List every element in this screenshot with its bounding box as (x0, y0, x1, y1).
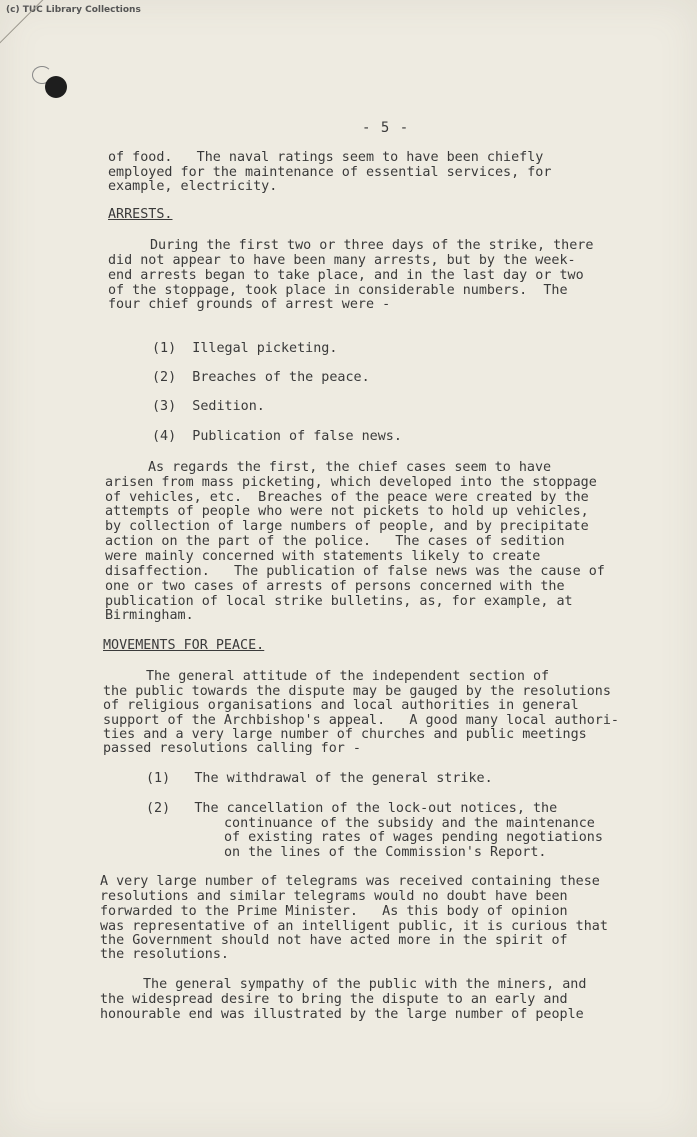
section-heading-arrests: ARRESTS. (108, 207, 173, 222)
text-line: support of the Archbishop's appeal. A good many local authori- (103, 713, 619, 728)
text-line: resolutions and similar telegrams would no doubt have been (100, 889, 568, 904)
text-line: by collection of large numbers of people, and by precipitate (105, 519, 589, 534)
watermark: (c) TUC Library Collections (6, 5, 141, 15)
text-line: the public towards the dispute may be gauged by the resolutions (103, 684, 611, 699)
text-line: The general attitude of the independent section of (146, 669, 550, 684)
text-line: action on the part of the police. The cases of sedition (105, 534, 565, 549)
list-item: (3) Sedition. (152, 399, 265, 414)
list-item: (2) The cancellation of the lock-out notices, the (146, 801, 558, 816)
text-line: the resolutions. (100, 947, 229, 962)
text-line: were mainly concerned with statements likely to create (105, 549, 541, 564)
list-item-continuation: of existing rates of wages pending negotiations (224, 830, 603, 845)
text-line: one or two cases of arrests of persons concerned with the (105, 579, 565, 594)
list-item: (1) Illegal picketing. (152, 341, 338, 356)
text-line: of vehicles, etc. Breaches of the peace were created by the (105, 490, 589, 505)
list-item-continuation: on the lines of the Commission's Report. (224, 845, 547, 860)
text-line: disaffection. The publication of false news was the cause of (105, 564, 605, 579)
text-line: the Government should not have acted more in the spirit of (100, 933, 568, 948)
section-heading-movements-for-peace: MOVEMENTS FOR PEACE. (103, 638, 265, 653)
text-line: publication of local strike bulletins, as, for example, at (105, 594, 573, 609)
page-number: - 5 - (362, 120, 410, 136)
text-line: passed resolutions calling for - (103, 741, 361, 756)
text-line: honourable end was illustrated by the large number of people (100, 1007, 584, 1022)
punch-hole (45, 76, 67, 98)
text-line: example, electricity. (108, 179, 278, 194)
list-item: (1) The withdrawal of the general strike. (146, 771, 493, 786)
text-line: The general sympathy of the public with the miners, and (143, 977, 587, 992)
text-line: employed for the maintenance of essential services, for (108, 165, 552, 180)
text-line: forwarded to the Prime Minister. As this body of opinion (100, 904, 568, 919)
text-line: of religious organisations and local authorities in general (103, 698, 579, 713)
text-line: As regards the first, the chief cases seem to have (148, 460, 552, 475)
text-line: arisen from mass picketing, which developed into the stoppage (105, 475, 597, 490)
text-line: did not appear to have been many arrests, but by the week- (108, 253, 576, 268)
text-line: the widespread desire to bring the dispute to an early and (100, 992, 568, 1007)
text-line: Birmingham. (105, 608, 194, 623)
text-line: four chief grounds of arrest were - (108, 297, 391, 312)
list-item-continuation: continuance of the subsidy and the maintenance (224, 816, 595, 831)
text-line: attempts of people who were not pickets to hold up vehicles, (105, 504, 589, 519)
text-line: was representative of an intelligent public, it is curious that (100, 919, 608, 934)
text-line: of food. The naval ratings seem to have been chiefly (108, 150, 544, 165)
list-item: (4) Publication of false news. (152, 429, 402, 444)
text-line: A very large number of telegrams was received containing these (100, 874, 600, 889)
text-line: During the first two or three days of the strike, there (150, 238, 594, 253)
text-line: ties and a very large number of churches and public meetings (103, 727, 587, 742)
list-item: (2) Breaches of the peace. (152, 370, 370, 385)
text-line: of the stoppage, took place in considerable numbers. The (108, 283, 568, 298)
text-line: end arrests began to take place, and in the last day or two (108, 268, 584, 283)
